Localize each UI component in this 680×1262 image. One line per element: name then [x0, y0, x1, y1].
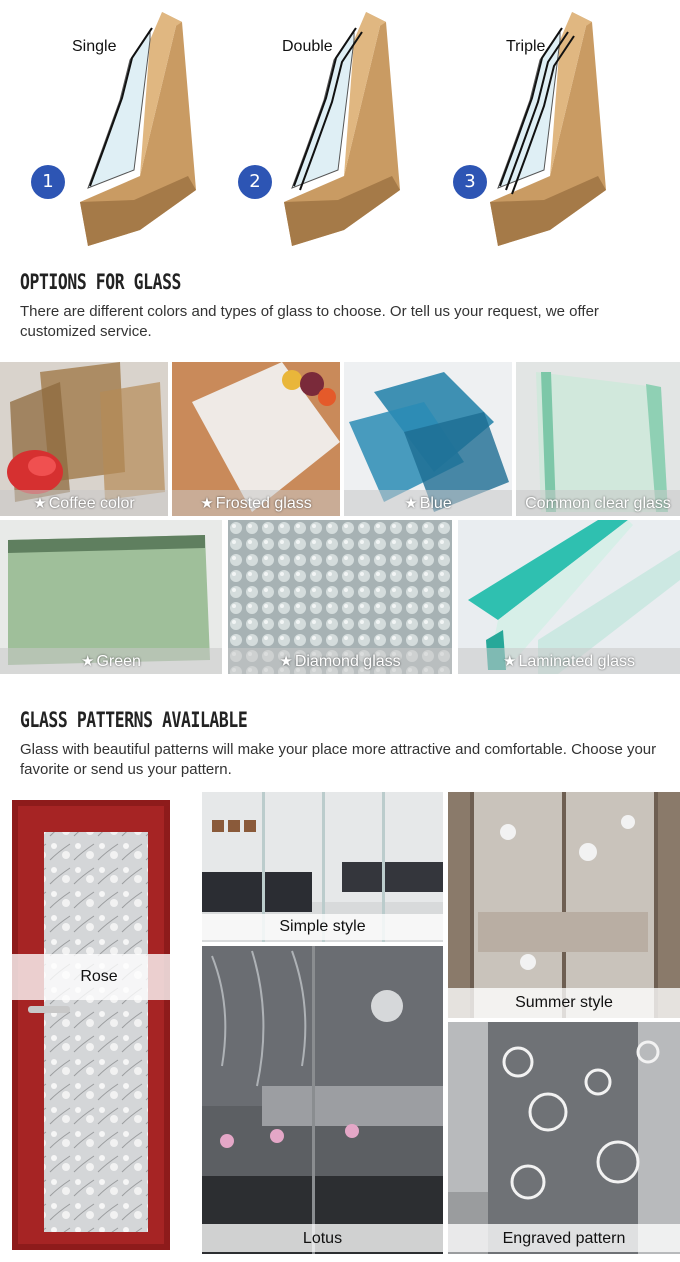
coffee-color-caption: ★ Coffee color	[33, 494, 135, 512]
frosted-glass-caption: ★ Frosted glass	[200, 494, 312, 512]
frosted-glass-tile	[172, 362, 340, 516]
triple-label: Triple	[506, 38, 546, 55]
laminated-glass-caption: ★ Laminated glass	[503, 652, 635, 670]
rose-door-photo	[0, 792, 198, 1254]
engraved-pattern-caption: Engraved pattern	[502, 1230, 626, 1247]
summer-style-tile	[448, 792, 680, 1018]
blue-glass-tile	[344, 362, 512, 516]
simple-style-tile	[202, 792, 443, 942]
star-icon: ★	[404, 494, 418, 512]
rose-caption: Rose	[80, 968, 118, 985]
green-caption: ★ Green	[81, 652, 141, 670]
star-icon: ★	[200, 494, 214, 512]
common-clear-glass-caption: Common clear glass	[525, 495, 671, 512]
lotus-caption: Lotus	[302, 1230, 343, 1247]
lotus-pattern-tile	[202, 946, 443, 1254]
patterns-description: Glass with beautiful patterns will make your place more attractive and comfortable. Choose your favorite or send us your pattern.	[20, 741, 657, 778]
coffee-color-tile	[0, 362, 168, 516]
diamond-glass-caption: ★ Diamond glass	[279, 652, 401, 670]
lotus-photo	[202, 946, 443, 1254]
common-clear-glass-tile	[516, 362, 680, 516]
summer-style-caption: Summer style	[515, 994, 613, 1011]
engraved-pattern-tile	[448, 1022, 680, 1254]
options-heading: OPTIONS FOR GLASS	[20, 270, 182, 294]
green-glass-tile	[0, 520, 222, 674]
engraved-photo	[448, 1022, 680, 1254]
blue-caption: ★ Blue	[404, 494, 452, 512]
options-description: There are different colors and types of glass to choose. Or tell us your request, we offer customized service.	[20, 303, 599, 340]
patterns-heading: GLASS PATTERNS AVAILABLE	[20, 708, 248, 732]
summer-style-photo	[448, 792, 680, 1018]
glazing-diagram-section	[0, 0, 680, 260]
number-badge-2: 2	[238, 165, 272, 199]
simple-style-caption: Simple style	[279, 918, 366, 935]
double-label: Double	[282, 38, 333, 55]
star-icon: ★	[279, 652, 293, 670]
diamond-glass-tile	[228, 520, 452, 674]
star-icon: ★	[81, 652, 95, 670]
star-icon: ★	[503, 652, 517, 670]
rose-pattern-tile	[0, 792, 198, 1254]
number-badge-3: 3	[453, 165, 487, 199]
single-label: Single	[72, 38, 117, 55]
laminated-glass-tile	[458, 520, 680, 674]
star-icon: ★	[33, 494, 47, 512]
number-badge-1: 1	[31, 165, 65, 199]
